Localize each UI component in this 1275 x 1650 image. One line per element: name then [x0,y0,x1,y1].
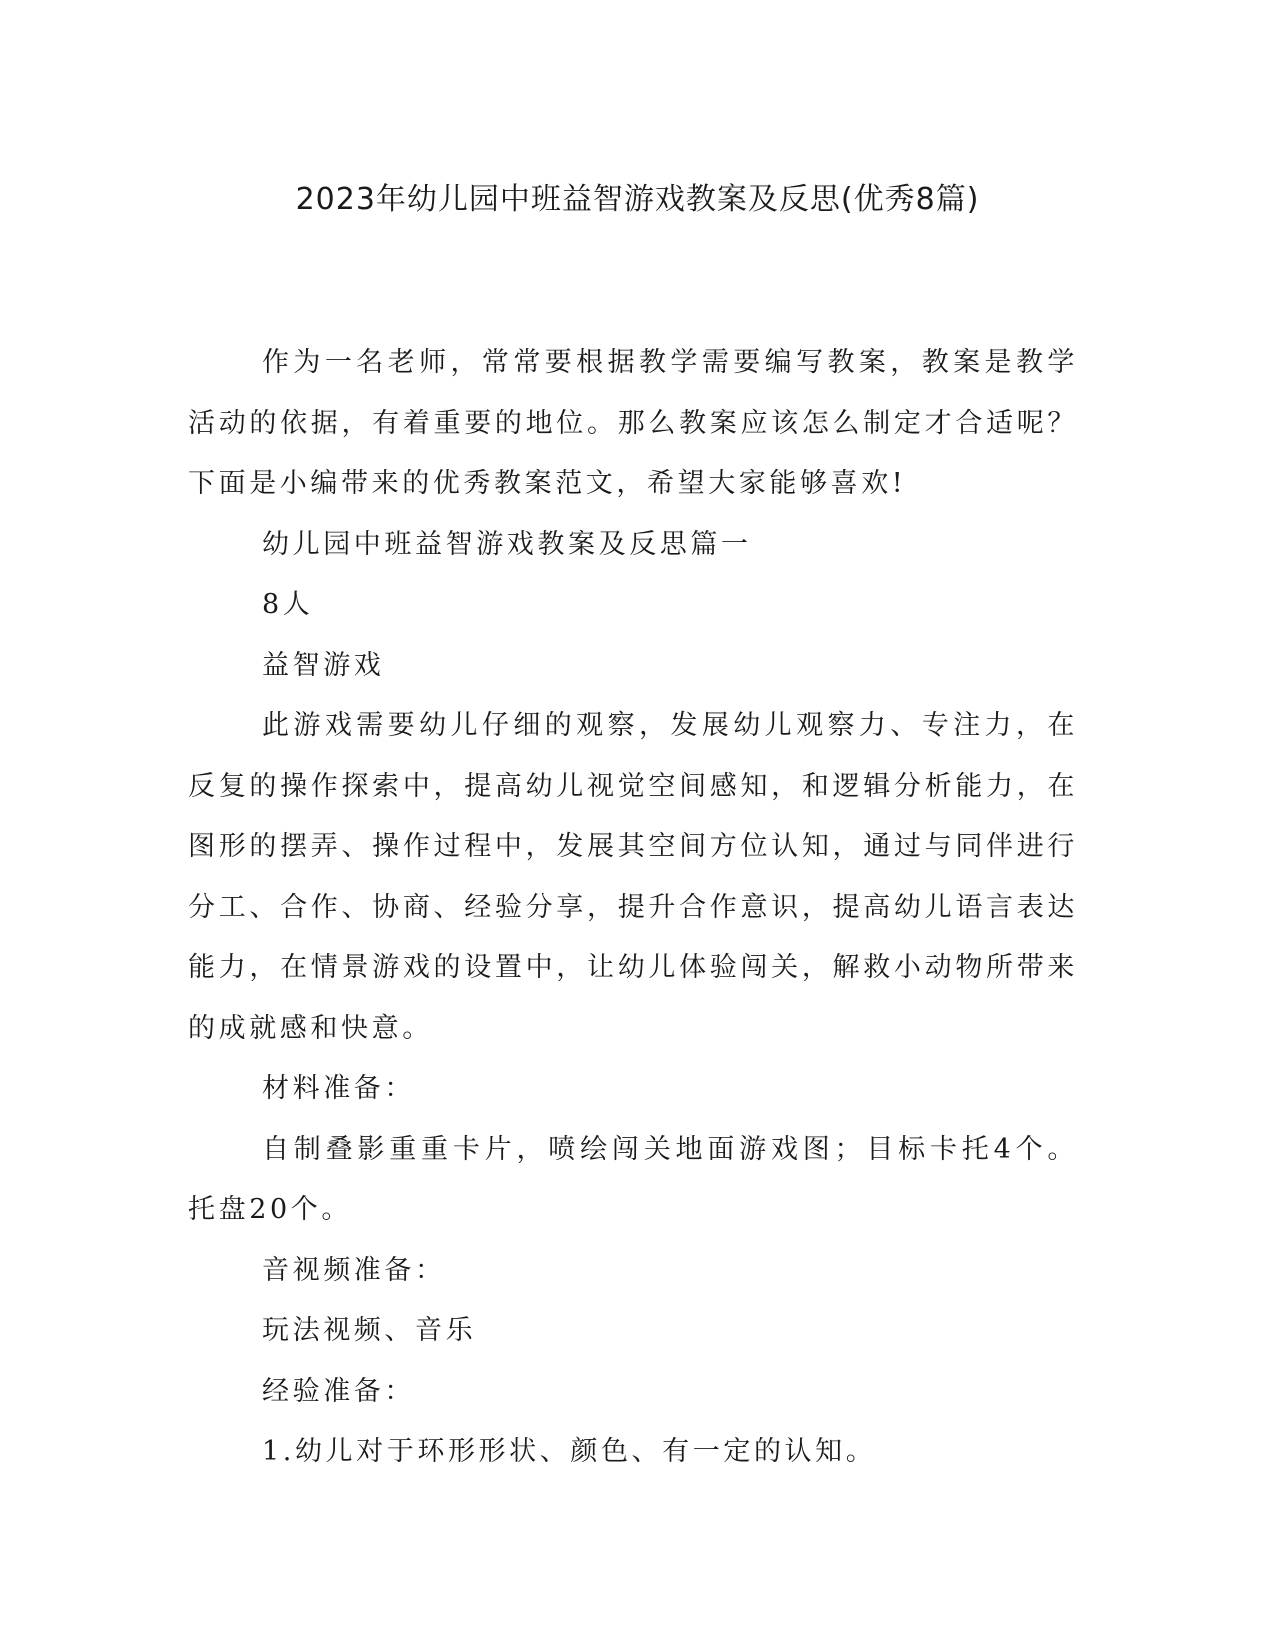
av-list: 玩法视频、音乐 [262,1315,477,1346]
section-heading: 幼儿园中班益智游戏教案及反思篇一 [262,528,752,560]
experience-heading: 经验准备： [262,1375,415,1407]
game-type: 益智游戏 [262,649,385,681]
materials-list: 自制叠影重重卡片，喷绘闯关地面游戏图；目标卡托4个。托盘20个。 [188,1133,1078,1225]
materials-heading: 材料准备： [262,1073,415,1104]
av-heading: 音视频准备： [262,1254,446,1286]
game-description: 此游戏需要幼儿仔细的观察，发展幼儿观察力、专注力，在反复的操作探索中，提高幼儿视觉空间感知，和逻辑分析能力，在图形的摆弄、操作过程中，发展其空间方位认知，通过与同伴进行分工、合作、协商、经验分享，提升合作意识，提高幼儿语言表达能力，在情景游戏的设置中，让幼儿体验闯关，解救小动物所带来的成就感和快意。 [188,710,1078,1044]
document-body [188,333,1078,1483]
experience-item-1: 1.幼儿对于环形形状、颜色、有一定的认知。 [262,1436,877,1467]
intro-paragraph: 作为一名老师，常常要根据教学需要编写教案，教案是教学活动的依据，有着重要的地位。那么教案应该怎么制定才合适呢？下面是小编带来的优秀教案范文，希望大家能够喜欢! [188,347,1078,499]
participants-count: 8人 [262,589,314,620]
document-title: 2023年幼儿园中班益智游戏教案及反思(优秀8篇) [295,182,980,217]
